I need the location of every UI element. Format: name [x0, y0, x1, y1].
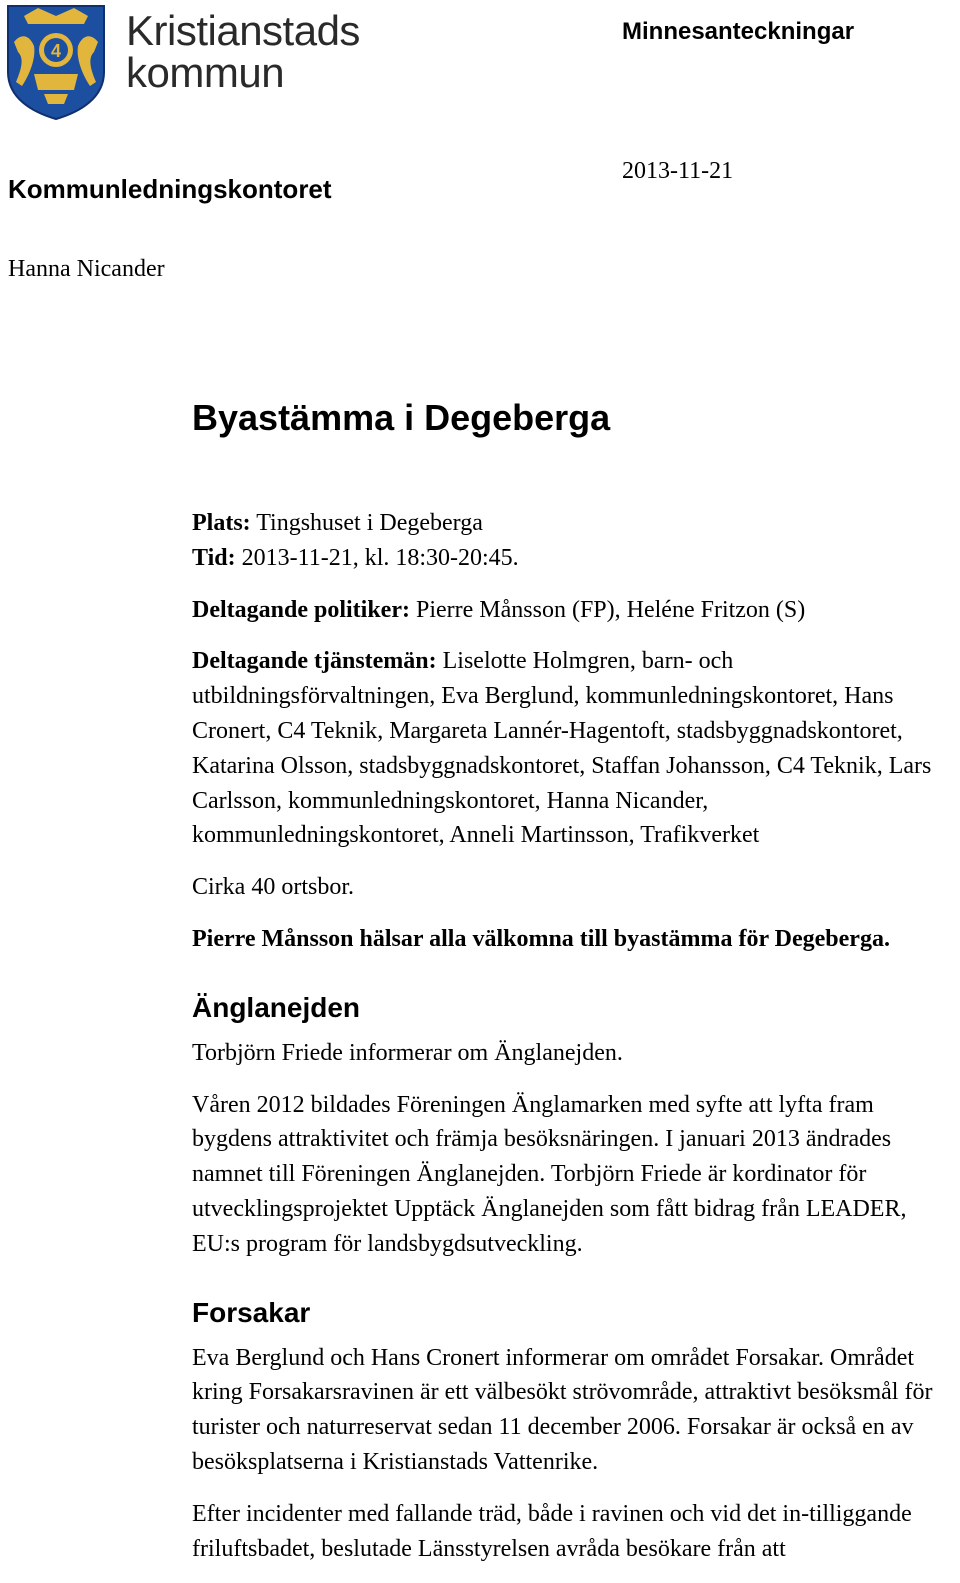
- section-paragraph: Våren 2012 bildades Föreningen Änglamarken med syfte att lyfta fram bygdens attraktivitet och främja besöksnäringen. I januari 2013 ändrades namnet till Föreningen Änglanejden. Torbjörn Friede är kordinator för utvecklingsprojektet Upptäck Änglanejden som fått bidrag från LEADER, EU:s program för landsbygdsutveckling.: [192, 1091, 907, 1257]
- meta-tjanstemen-value: Liselotte Holmgren, barn- och utbildningsförvaltningen, Eva Berglund, kommunledningskontoret, Hans Cronert, C4 Teknik, Margareta Lannér-Hagentoft, stadsbyggnadskontoret, Katarina Olsson, stadsbyggnadskontoret, Staffan Johansson, C4 Teknik, Lars Carlsson, kommunledningskontoret, Hanna Nicander, kommunledningskontoret, Anneli Martinsson, Trafikverket: [192, 648, 932, 849]
- meta-plats-value: Tingshuset i Degeberga: [250, 510, 483, 536]
- section-paragraph: Torbjörn Friede informerar om Änglanejden.: [192, 1039, 623, 1066]
- section-paragraph: Efter incidenter med fallande träd, både i ravinen och vid det in-tilliggande friluftsbadet, beslutade Länsstyrelsen avråda besökare från att: [192, 1500, 912, 1562]
- section-heading-forsakar: Forsakar: [192, 1296, 311, 1328]
- meta-politiker-label: Deltagande politiker:: [192, 596, 410, 623]
- section-paragraph: Eva Berglund och Hans Cronert informerar om området Forsakar. Området kring Forsakarsravinen är ett välbesökt strövområde, attraktivt besöksmål för turister och naturreservat sedan 11 december 2006. Forsakar är också en av besöksplatserna i Kristianstads Vattenrike.: [192, 1344, 933, 1475]
- meta-tid-label: Tid:: [192, 544, 236, 571]
- meta-tjanstemen-label: Deltagande tjänstemän:: [192, 648, 437, 675]
- meta-tid-value: 2013-11-21, kl. 18:30-20:45.: [235, 544, 519, 571]
- svg-text:4: 4: [50, 41, 62, 61]
- welcome-text-bold: Pierre Månsson hälsar alla välkomna till byastämma för Degeberga.: [192, 925, 890, 952]
- meta-politiker-value: Pierre Månsson (FP), Heléne Fritzon (S): [409, 596, 806, 623]
- meta-tid: [192, 541, 958, 576]
- document-date: 2013-11-21: [622, 158, 734, 184]
- author: Hanna Nicander: [8, 256, 165, 282]
- coat-of-arms-icon: [4, 2, 108, 125]
- document-body: [192, 396, 958, 1583]
- department: Kommunledningskontoret: [8, 174, 332, 204]
- org-name-line1: Kristianstads: [126, 7, 360, 54]
- meta-plats: [192, 506, 958, 541]
- meta-ortsbor: Cirka 40 ortsbor.: [192, 874, 354, 901]
- meta-tjanstemen: [192, 644, 958, 853]
- page-title: Byastämma i Degeberga: [192, 397, 611, 438]
- welcome-text: [192, 922, 958, 957]
- meta-plats-label: Plats:: [192, 510, 251, 536]
- section-heading-anglanejden: Änglanejden: [192, 991, 361, 1023]
- document-type: Minnesanteckningar: [622, 18, 855, 45]
- org-name-line2: kommun: [126, 49, 285, 96]
- org-name: [126, 7, 360, 96]
- meta-politiker: [192, 593, 958, 628]
